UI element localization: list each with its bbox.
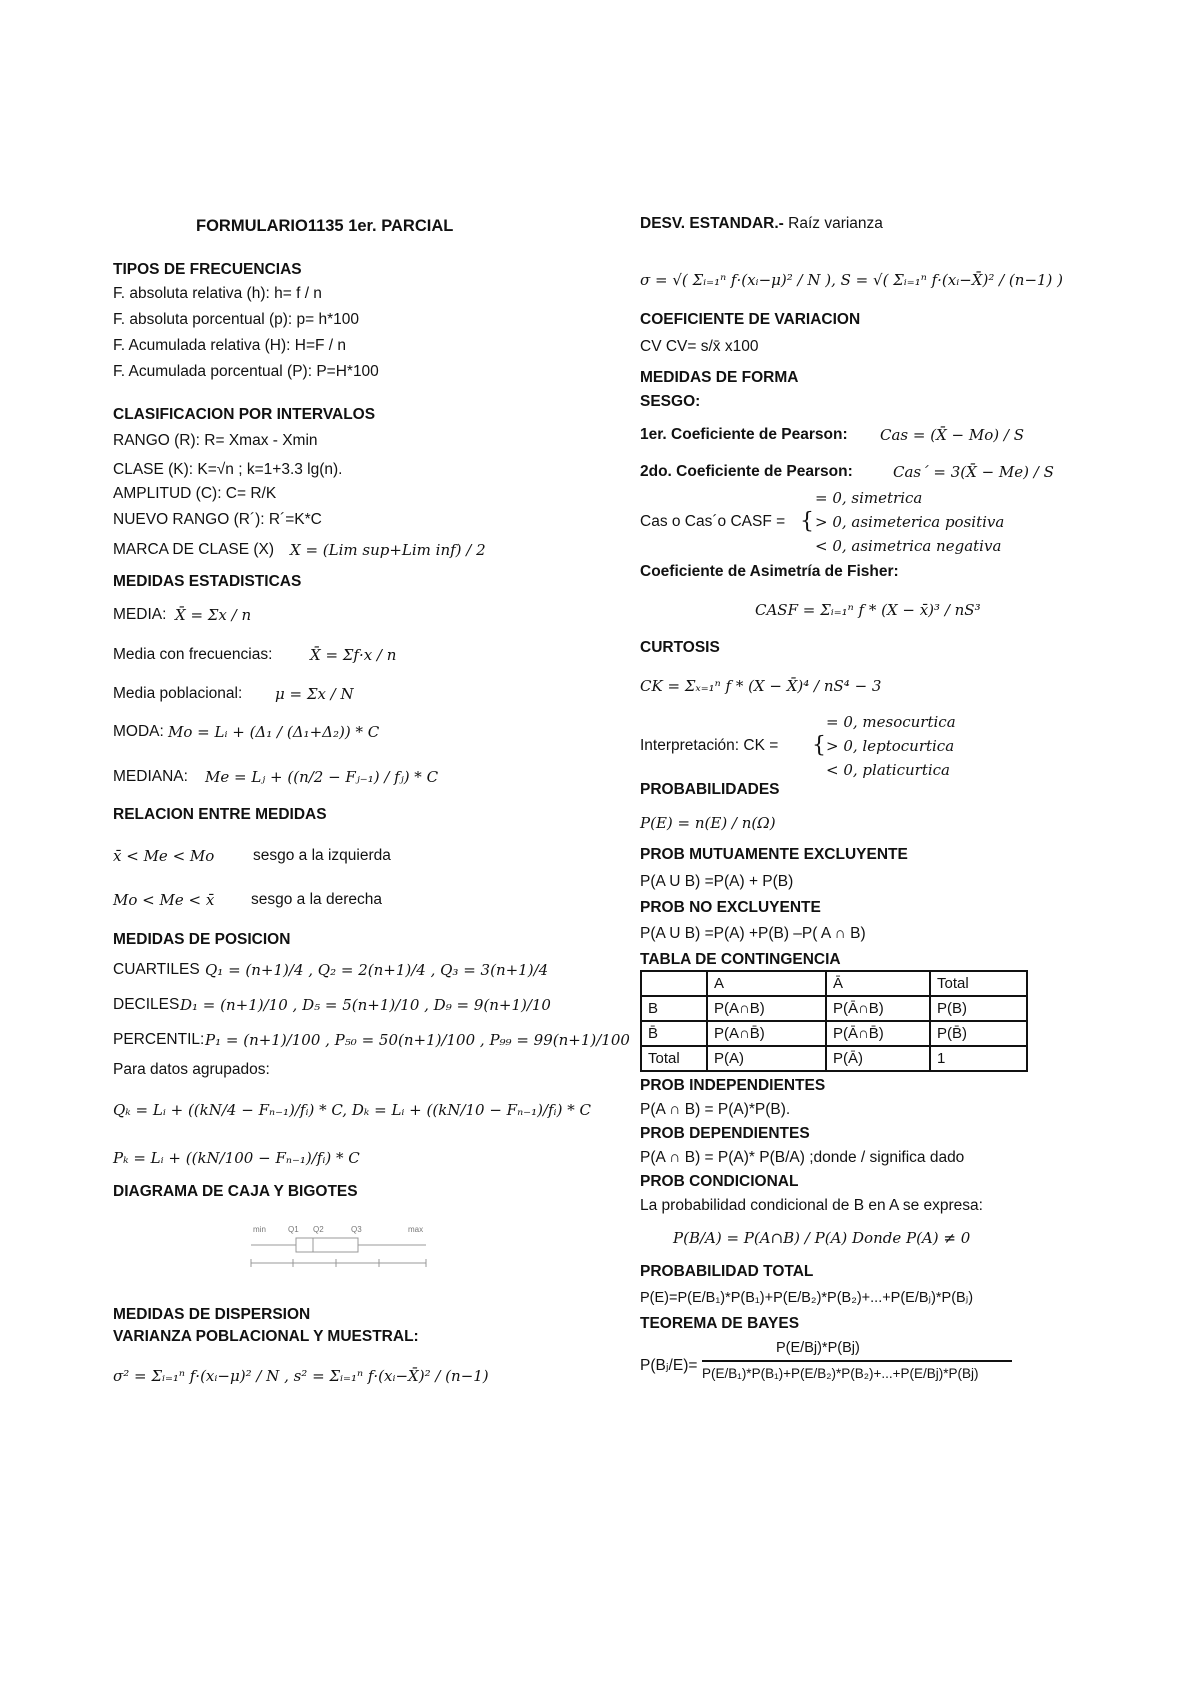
table-cell: P(Ā∩B̄) — [826, 1021, 930, 1046]
posicion-title: MEDIDAS DE POSICION — [113, 931, 291, 948]
moda-label: MODA: — [113, 723, 164, 740]
ck-formula: CK = Σₓ₌₁ⁿ f * (X − X̄)⁴ / nS⁴ − 3 — [640, 677, 882, 695]
media-label: MEDIA: — [113, 606, 167, 623]
cond-text: La probabilidad condicional de B en A se expresa: — [640, 1197, 983, 1214]
total-formula: P(E)=P(E/B₁)*P(B₁)+P(E/B₂)*P(B₂)+...+P(E/Bⱼ)*P(Bⱼ) — [640, 1290, 974, 1306]
fisher-formula: CASF = Σᵢ₌₁ⁿ f * (X − x̄)³ / nS³ — [755, 601, 981, 619]
boxplot-label-min: min — [253, 1225, 266, 1234]
boxplot-label-q1: Q1 — [288, 1225, 299, 1234]
noexcl-formula: P(A U B) =P(A) +P(B) –P( A ∩ B) — [640, 925, 866, 942]
table-cell: B — [641, 996, 707, 1021]
forma-title: MEDIDAS DE FORMA — [640, 369, 799, 386]
media-frec-label: Media con frecuencias: — [113, 646, 273, 663]
deciles-formula: D₁ = (n+1)/10 , D₅ = 5(n+1)/10 , D₉ = 9(n+1)/10 — [180, 996, 551, 1014]
tipos-line: F. Acumulada relativa (H): H=F / n — [113, 337, 347, 354]
mediana-formula: Me = Lⱼ + ((n/2 − Fⱼ₋₁) / fⱼ) * C — [205, 768, 439, 786]
boxplot-label-max: max — [408, 1225, 424, 1234]
table-row — [641, 1021, 1027, 1046]
noexcl-title: PROB NO EXCLUYENTE — [640, 899, 821, 916]
bayes-denominator: P(E/B₁)*P(B₁)+P(E/B₂)*P(B₂)+...+P(E/Bj)*P(Bj) — [702, 1366, 979, 1381]
cv-formula: CV CV= s/x̄ x100 — [640, 338, 759, 355]
table-cell: P(B̄) — [930, 1021, 1027, 1046]
contingency-table — [640, 970, 1028, 1072]
media-pob-label: Media poblacional: — [113, 685, 243, 702]
boxplot-label-q2: Q2 — [313, 1225, 324, 1234]
indep-title: PROB INDEPENDIENTES — [640, 1077, 826, 1094]
marca-label: MARCA DE CLASE (X) — [113, 541, 275, 558]
desv-sub: Raíz varianza — [788, 215, 883, 232]
clasif-title: CLASIFICACION POR INTERVALOS — [113, 406, 376, 423]
nuevo-rango: NUEVO RANGO (R´): R´=K*C — [113, 511, 322, 528]
dep-title: PROB DEPENDIENTES — [640, 1125, 810, 1142]
cond-formula: P(B/A) = P(A∩B) / P(A) Donde P(A) ≠ 0 — [673, 1229, 971, 1247]
table-cell: A — [707, 971, 826, 996]
tipos-line: F. Acumulada porcentual (P): P=H*100 — [113, 363, 379, 380]
rel2-formula: Mo < Me < x̄ — [113, 891, 215, 909]
pearson2-label: 2do. Coeficiente de Pearson: — [640, 463, 853, 480]
boxplot-label-q3: Q3 — [351, 1225, 362, 1234]
pearson1-formula: Cas = (X̄ − Mo) / S — [880, 426, 1024, 444]
table-cell: Total — [930, 971, 1027, 996]
table-cell: P(Ā) — [826, 1046, 930, 1071]
table-cell: P(B) — [930, 996, 1027, 1021]
moda-formula: Mo = Lᵢ + (Δ₁ / (Δ₁+Δ₂)) * C — [168, 723, 380, 741]
amplitud: AMPLITUD (C): C= R/K — [113, 485, 277, 502]
casf-case: < 0, asimetrica negativa — [815, 537, 1002, 555]
desv-header — [640, 214, 883, 234]
table-cell: 1 — [930, 1046, 1027, 1071]
mutua-formula: P(A U B) =P(A) + P(B) — [640, 873, 794, 890]
media-formula: X̄ = Σx / n — [175, 606, 252, 624]
dep-formula: P(A ∩ B) = P(A)* P(B/A) ;donde / significa dado — [640, 1149, 965, 1166]
deciles-label: DECILES — [113, 996, 180, 1013]
media-pob-formula: μ = Σx / N — [275, 685, 354, 703]
table-cell: P(Ā∩B) — [826, 996, 930, 1021]
percentil-label: PERCENTIL: — [113, 1031, 205, 1048]
bayes-lhs: P(Bⱼ/E)= — [640, 1357, 698, 1374]
interp-case: = 0, mesocurtica — [826, 713, 956, 731]
boxplot — [248, 1222, 438, 1274]
cuartiles-formula: Q₁ = (n+1)/4 , Q₂ = 2(n+1)/4 , Q₃ = 3(n+1)/4 — [205, 961, 549, 979]
mutua-title: PROB MUTUAMENTE EXCLUYENTE — [640, 846, 908, 863]
tabla-title: TABLA DE CONTINGENCIA — [640, 951, 841, 968]
table-cell: P(A∩B̄) — [707, 1021, 826, 1046]
qk-formula: Qₖ = Lᵢ + ((kN/4 − Fₙ₋₁)/fᵢ) * C, Dₖ = Lᵢ + ((kN/10 − Fₙ₋₁)/fᵢ) * C — [113, 1101, 591, 1119]
tipos-line: F. absoluta relativa (h): h= f / n — [113, 285, 322, 302]
table-cell — [641, 971, 707, 996]
table-cell: B̄ — [641, 1021, 707, 1046]
varianza-formula: σ² = Σᵢ₌₁ⁿ f·(xᵢ−μ)² / N , s² = Σᵢ₌₁ⁿ f·(xᵢ−X̄)² / (n−1) — [113, 1367, 489, 1385]
tipos-title: TIPOS DE FRECUENCIAS — [113, 261, 302, 278]
dispersion-title: MEDIDAS DE DISPERSION — [113, 1306, 311, 1323]
table-row — [641, 971, 1027, 996]
varianza-title: VARIANZA POBLACIONAL Y MUESTRAL: — [113, 1328, 419, 1345]
interp-brace: { — [812, 733, 826, 758]
pearson2-formula: Cas´ = 3(X̄ − Me) / S — [893, 463, 1054, 481]
estad-title: MEDIDAS ESTADISTICAS — [113, 573, 302, 590]
prob-formula: P(E) = n(E) / n(Ω) — [640, 814, 776, 832]
casf-brace: { — [800, 509, 814, 534]
table-row — [641, 1046, 1027, 1071]
curtosis-title: CURTOSIS — [640, 639, 720, 656]
fisher-title: Coeficiente de Asimetría de Fisher: — [640, 563, 899, 580]
interp-case: > 0, leptocurtica — [826, 737, 955, 755]
pearson1-label: 1er. Coeficiente de Pearson: — [640, 426, 848, 443]
bayes-numerator: P(E/Bj)*P(Bj) — [776, 1340, 860, 1356]
table-cell: Ā — [826, 971, 930, 996]
rel1-formula: x̄ < Me < Mo — [113, 847, 215, 865]
mediana-label: MEDIANA: — [113, 768, 188, 785]
casf-label: Cas o Cas´o CASF = — [640, 513, 786, 530]
relacion-title: RELACION ENTRE MEDIDAS — [113, 806, 327, 823]
table-row — [641, 996, 1027, 1021]
indep-formula: P(A ∩ B) = P(A)*P(B). — [640, 1101, 791, 1118]
desv-formula: σ = √( Σᵢ₌₁ⁿ f·(xᵢ−μ)² / N ), S = √( Σᵢ₌₁ⁿ f·(xᵢ−X̄)² / (n−1) ) — [640, 271, 1064, 289]
page-title: FORMULARIO1135 1er. PARCIAL — [196, 217, 454, 235]
bayes-title: TEOREMA DE BAYES — [640, 1315, 800, 1332]
interp-case: < 0, platicurtica — [826, 761, 950, 779]
cv-title: COEFICIENTE DE VARIACION — [640, 311, 861, 328]
casf-case: > 0, asimeterica positiva — [815, 513, 1005, 531]
casf-case: = 0, simetrica — [815, 489, 923, 507]
caja-title: DIAGRAMA DE CAJA Y BIGOTES — [113, 1183, 358, 1200]
clase: CLASE (K): K=√n ; k=1+3.3 lg(n). — [113, 461, 343, 478]
interp-label: Interpretación: CK = — [640, 737, 779, 754]
cuartiles-label: CUARTILES — [113, 961, 200, 978]
rel2-text: sesgo a la derecha — [251, 891, 382, 908]
bayes-fraction-bar — [702, 1360, 1012, 1362]
table-cell: Total — [641, 1046, 707, 1071]
marca-formula: X = (Lim sup+Lim inf) / 2 — [290, 541, 486, 559]
rango: RANGO (R): R= Xmax - Xmin — [113, 432, 318, 449]
percentil-formula: P₁ = (n+1)/100 , P₅₀ = 50(n+1)/100 , P₉₉ = 99(n+1)/100 — [205, 1031, 630, 1049]
tipos-line: F. absoluta porcentual (p): p= h*100 — [113, 311, 360, 328]
total-title: PROBABILIDAD TOTAL — [640, 1263, 814, 1280]
sesgo-label: SESGO: — [640, 393, 701, 410]
table-cell: P(A∩B) — [707, 996, 826, 1021]
media-frec-formula: X̄ = Σf·x / n — [310, 646, 397, 664]
desv-title: DESV. ESTANDAR.- — [640, 215, 784, 232]
pk-formula: Pₖ = Lᵢ + ((kN/100 − Fₙ₋₁)/fᵢ) * C — [113, 1149, 360, 1167]
table-cell: P(A) — [707, 1046, 826, 1071]
agrupados: Para datos agrupados: — [113, 1061, 270, 1078]
cond-title: PROB CONDICIONAL — [640, 1173, 799, 1190]
rel1-text: sesgo a la izquierda — [253, 847, 391, 864]
prob-title: PROBABILIDADES — [640, 781, 780, 798]
